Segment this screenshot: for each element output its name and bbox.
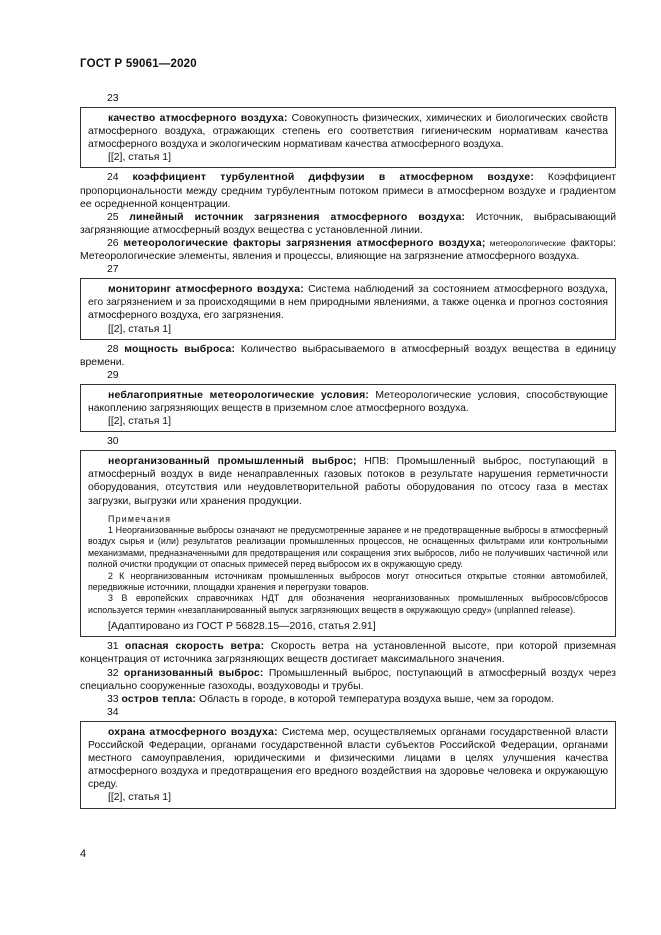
entry-number: 27 — [107, 264, 119, 276]
entry-number: 25 — [107, 211, 119, 223]
entry-25-text — [80, 211, 616, 237]
entry-number: 26 — [107, 237, 119, 249]
entry-number: 23 — [107, 93, 119, 104]
entry-number: 29 — [107, 369, 119, 381]
note-3: 3 В европейских справочниках НДТ для обозначения неорганизованных промышленных выбросов/сбросов используется термин «незапланированный выпуск загрязняющих веществ в окружающую среду» (unplanned release). — [88, 593, 608, 615]
definition: Источник, выбрасывающий загрязняющие атмосферный воздух вещества с установленной линии. — [80, 211, 616, 236]
term: качество атмосферного воздуха: — [108, 113, 288, 125]
definition: Система мер, осуществляемых органами государственной власти Российской Федерации, органами государственной власти субъектов Российской Федерации, органами местного самоуправления, юридическими и физическими лицами в целях улучшения качества атмосферного воздуха и предотвращения его вредного воздействия на здоровье человека и окружающую среду. — [88, 726, 608, 791]
term: неорганизованный промышленный выброс; — [108, 456, 357, 468]
notes-block — [88, 514, 608, 617]
definition: Совокупность физических, химических и биологических свойств атмосферного воздуха, отражающих степень его соответствия гигиеническим нормативам качества атмосферного воздуха и экологическим нормативам качества атмосферного воздуха. — [88, 113, 608, 151]
definition: НПВ: Промышленный выброс, поступающий в атмосферный воздух в виде ненаправленных газовых потоков в результате нарушения герметичности оборудования, отсутствия или неудовлетворительной работы оборудования по отсосу газа в местах загрузки, выгрузки или хранения продукции. — [88, 456, 608, 507]
entry-number: 24 — [107, 172, 119, 184]
definition: Система наблюдений за состоянием атмосферного воздуха, его загрязнением и за происходящими в нем природными явлениями, а также оценка и прогноз состояния атмосферного воздуха, его загрязнения. — [88, 284, 608, 322]
note-1: 1 Неорганизованные выбросы означают не предусмотренные заранее и не предотвращенные выбросы в атмосферный воздух сырья и (или) результатов реализации промышленных процессов, не оснащенных фильтрами или контрольными механизмами, предназначенными для предотвращения или сокращения этих выбросов, либо не получивших частичной или полной очистки продукции от опасных примесей перед выбросом их в окружающую среду. — [88, 525, 608, 570]
entry-34-text — [88, 726, 608, 791]
entry-number: 34 — [107, 706, 119, 718]
term: коэффициент турбулентной диффузии в атмосферном воздухе: — [132, 172, 535, 184]
page-number: 4 — [80, 848, 87, 860]
term: неблагоприятные метеорологические условия: — [108, 389, 370, 401]
entry-30-box — [80, 450, 616, 637]
entry-31-text — [80, 640, 616, 666]
reference: [Адаптировано из ГОСТ Р 56828.15—2016, статья 2.91] — [108, 621, 376, 633]
entry-33-text — [80, 693, 616, 706]
definition: Скорость ветра на установленной высоте, при которой приземная концентрация от источника загрязняющих веществ достигает максимального значения. — [80, 641, 616, 666]
entry-28-text — [80, 343, 616, 369]
entry-23-text — [88, 112, 608, 151]
entry-32-text — [80, 667, 616, 693]
document-header: ГОСТ Р 59061—2020 — [80, 58, 197, 70]
term: метеорологические факторы загрязнения атмосферного воздуха; — [123, 237, 486, 249]
entry-number: 32 — [107, 667, 119, 679]
entry-number: 31 — [107, 641, 119, 653]
entry-number: 33 — [107, 693, 119, 705]
term: охрана атмосферного воздуха: — [108, 726, 278, 738]
notes-title: Примечания — [108, 513, 172, 524]
entry-number: 28 — [107, 343, 119, 355]
entry-number: 30 — [107, 436, 119, 448]
reference: [[2], статья 1] — [108, 152, 171, 164]
definition: Промышленный выброс, поступающий в атмосферный воздух через специально сооруженные газоходы, воздуховоды и трубы. — [80, 667, 616, 692]
entry-30-text — [88, 455, 608, 507]
entry-26-text — [80, 237, 616, 263]
entry-27-text — [88, 283, 608, 322]
reference: [[2], статья 1] — [108, 416, 171, 428]
entry-34-box — [80, 721, 616, 809]
note-2: 2 К неорганизованным источникам промышленных выбросов могут относиться открытые стоянки автомобилей, передвижные источники, площадки хранения и перегрузки товаров. — [88, 570, 608, 593]
entry-27-box — [80, 278, 616, 339]
definition: Метеорологические условия, способствующие накоплению загрязняющих веществ в приземном слое атмосферного воздуха. — [88, 389, 608, 414]
definition: Коэффициент пропорциональности между средним турбулентным потоком примеси в атмосферном воздухе и градиентом ее осредненной концентрации. — [80, 172, 616, 210]
term: мощность выброса: — [124, 343, 236, 355]
synonym: метеорологические — [485, 237, 566, 248]
definition: Количество выбрасываемого в атмосферный воздух вещества в единицу времени. — [80, 343, 617, 368]
term: линейный источник загрязнения атмосферного воздуха: — [129, 211, 466, 223]
definition: Область в городе, в которой температура воздуха выше, чем за городом. — [196, 693, 554, 705]
entry-24-text — [80, 171, 616, 210]
reference: [[2], статья 1] — [108, 792, 171, 804]
terms-list — [80, 92, 616, 812]
term: мониторинг атмосферного воздуха: — [108, 284, 304, 296]
definition: факторы: Метеорологические элементы, явления и процессы, влияющие на загрязнение атмосферного воздуха. — [80, 237, 616, 263]
entry-29-text — [88, 389, 608, 415]
term: организованный выброс: — [123, 667, 264, 679]
term: остров тепла: — [121, 693, 197, 705]
reference: [[2], статья 1] — [108, 323, 171, 335]
term: опасная скорость ветра: — [125, 641, 265, 653]
entry-29-box — [80, 384, 616, 432]
entry-23-box — [80, 107, 616, 168]
